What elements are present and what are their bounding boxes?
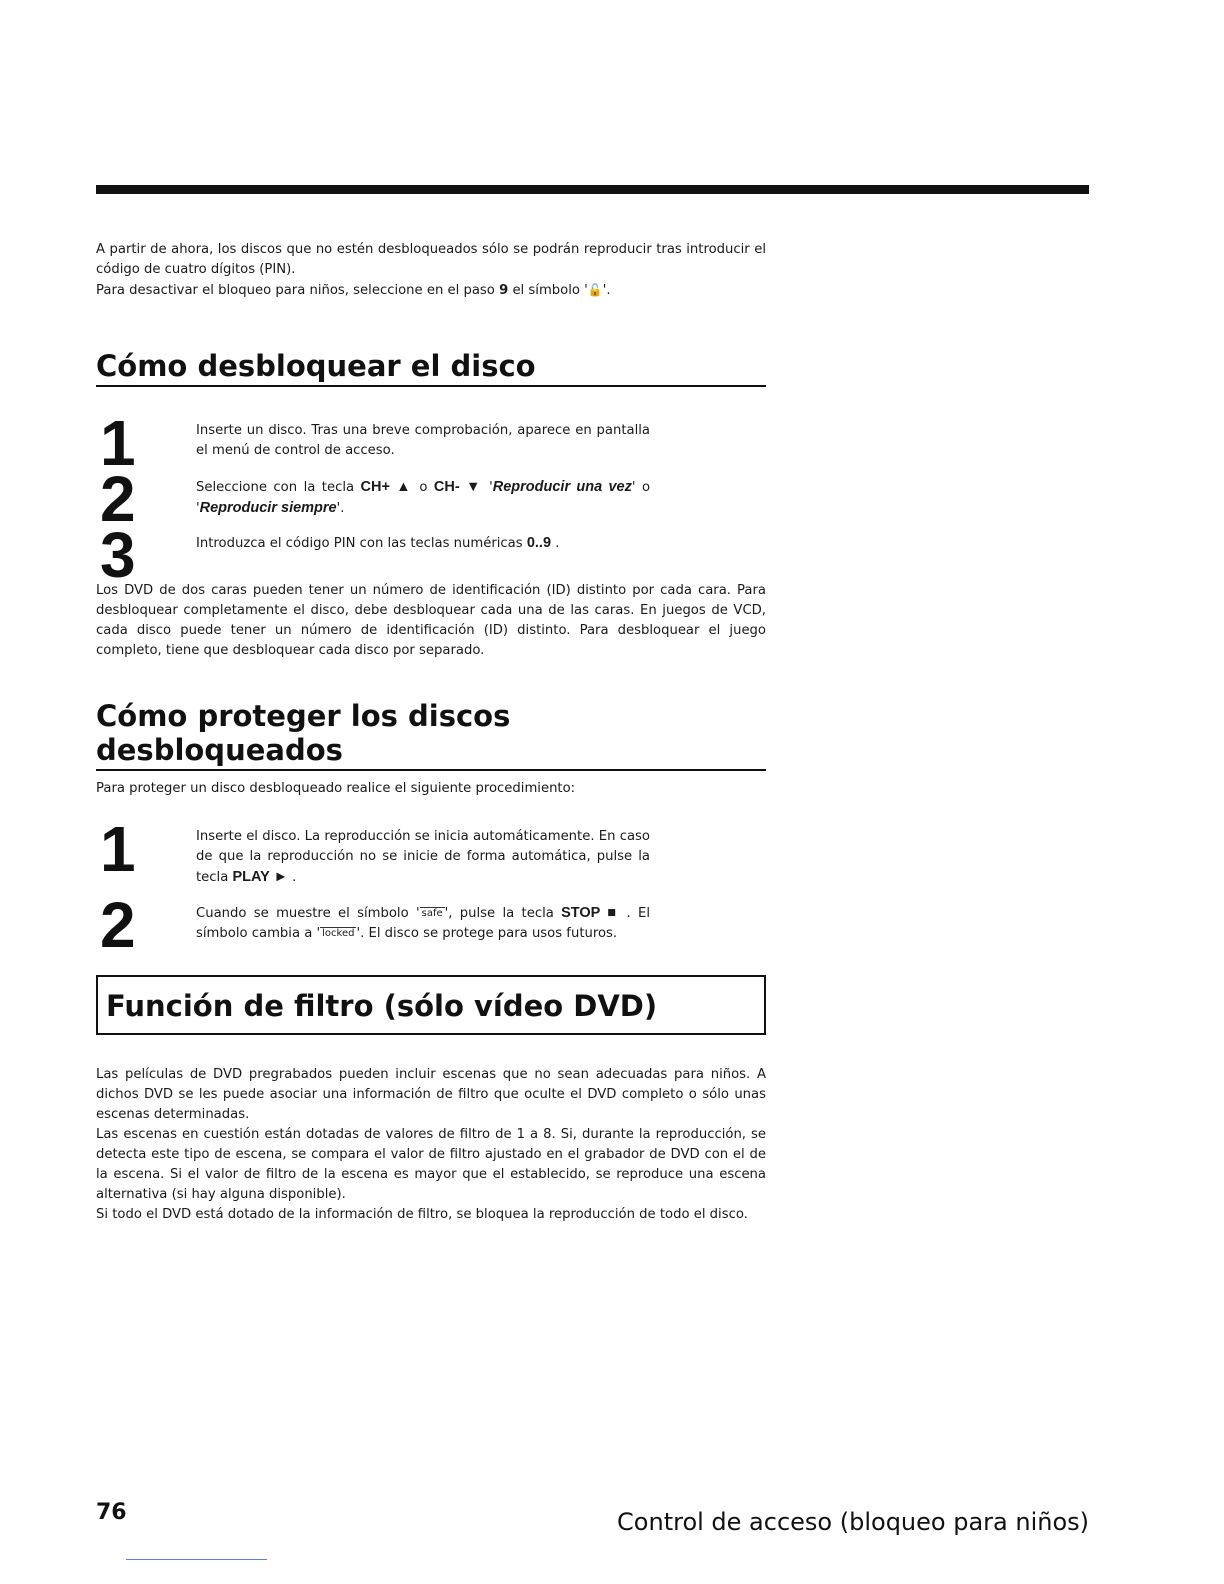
step-text: Cuando se muestre el símbolo ' safe ', pulse la tecla STOP ■ . El símbolo cambia a ' locked '. El disco se protege para usos futuros.	[196, 905, 650, 941]
ch-plus-key: CH+ ▲	[360, 479, 413, 495]
protect-intro: Para proteger un disco desbloqueado realice el siguiente procedimiento:	[96, 781, 576, 796]
intro	[96, 240, 766, 301]
step-number: 3	[100, 519, 136, 591]
unlock-note: Los DVD de dos caras pueden tener un número de identificación (ID) distinto por cada cara. Para desbloquear completamente el disco, debe desbloquear cada una de las caras. En juegos de VCD, cada disco puede tener un número de identificación (ID) distinto. Para desbloquear el juego completo, tiene que desbloquear cada disco por separado.	[96, 583, 766, 658]
step-1	[96, 813, 766, 903]
step-text: Introduzca el código PIN con las teclas numéricas 0..9 .	[196, 535, 560, 551]
page-number: 76	[96, 1500, 127, 1525]
safe-symbol-icon: safe	[421, 908, 443, 919]
footer-rule	[126, 1559, 267, 1560]
step-number: 2	[100, 463, 136, 535]
numeric-keys: 0..9	[526, 535, 552, 551]
step-3	[96, 519, 766, 591]
step-number: 1	[100, 813, 136, 885]
play-key: PLAY ►	[232, 869, 288, 885]
filter-paragraph-3: Si todo el DVD está dotado de la información de filtro, se bloquea la reproducción de todo el disco.	[96, 1207, 748, 1222]
filter-body	[96, 1065, 766, 1225]
step-number: 2	[100, 889, 136, 961]
stop-key: STOP ■	[561, 905, 620, 921]
unlock-icon: 🔓	[587, 283, 603, 297]
filter-paragraph-1: Las películas de DVD pregrabados pueden incluir escenas que no sean adecuadas para niños. A dichos DVD se les puede asociar una información de filtro que oculte el DVD completo o sólo unas escenas determinadas.	[96, 1067, 766, 1122]
ch-minus-key: CH- ▼	[433, 479, 483, 495]
step-1	[96, 407, 766, 479]
filter-paragraph-2: Las escenas en cuestión están dotadas de valores de filtro de 1 a 8. Si, durante la reproducción, se detecta este tipo de escena, se compara el valor de filtro ajustado en el grabador de DVD con el de la escena. Si el valor de filtro de la escena es mayor que el establecido, se reproduce una escena alternativa (si hay alguna disponible).	[96, 1127, 766, 1202]
section-protect-heading	[96, 699, 766, 771]
locked-symbol-icon: locked	[322, 928, 355, 939]
section-title: Cómo proteger los discos desbloqueados	[96, 699, 511, 767]
step-text: Seleccione con la tecla CH+ ▲ o CH- ▼ 'Reproducir una vez' o 'Reproducir siempre'.	[196, 479, 651, 516]
step-text: Inserte el disco. La reproducción se inicia automáticamente. En caso de que la reproducción no se inicie de forma automática, pulse la tecla PLAY ► .	[196, 829, 650, 885]
top-rule	[96, 185, 1089, 194]
step-number: 1	[100, 407, 136, 479]
page-content	[96, 240, 766, 1225]
unlock-steps	[96, 407, 766, 591]
intro-paragraph-2: Para desactivar el bloqueo para niños, seleccione en el paso 9 el símbolo '🔓'.	[96, 283, 611, 298]
section-title: Función de filtro (sólo vídeo DVD)	[106, 989, 658, 1023]
step-2	[96, 463, 766, 535]
section-filter-heading	[96, 975, 766, 1035]
intro-paragraph-1: A partir de ahora, los discos que no estén desbloqueados sólo se podrán reproducir tras introducir el código de cuatro dígitos (PIN).	[96, 242, 766, 277]
step-2	[96, 889, 766, 981]
step-text: Inserte un disco. Tras una breve comprobación, aparece en pantalla el menú de control de acceso.	[196, 423, 650, 458]
footer-title: Control de acceso (bloqueo para niños)	[617, 1508, 1089, 1536]
protect-steps	[96, 813, 766, 981]
section-unlock-heading	[96, 349, 766, 387]
section-title: Cómo desbloquear el disco	[96, 349, 536, 383]
